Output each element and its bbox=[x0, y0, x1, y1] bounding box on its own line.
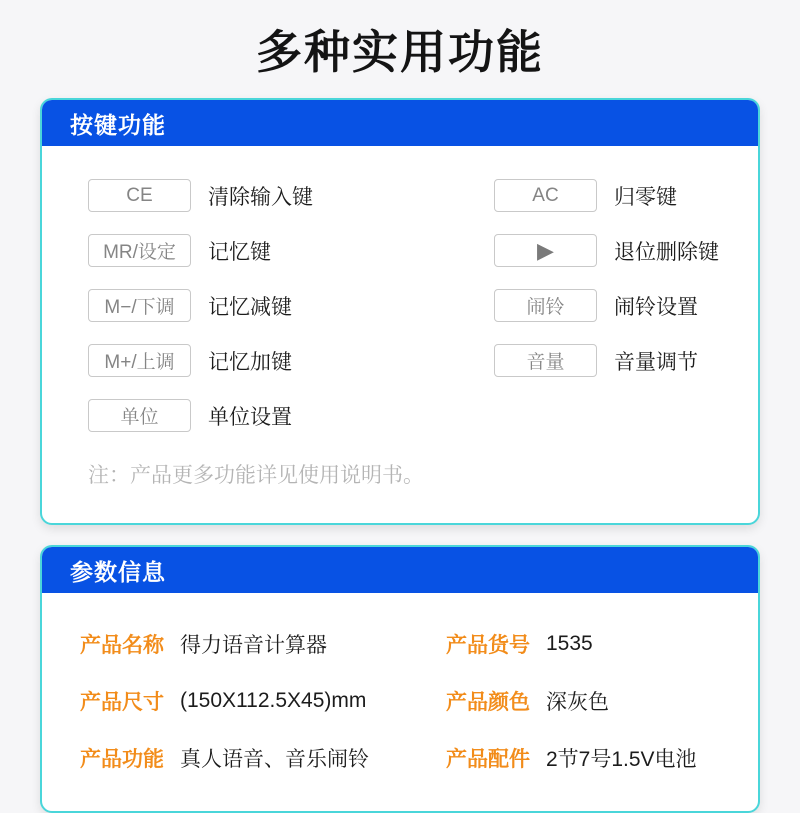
key-row-ce bbox=[88, 179, 494, 212]
key-functions-columns bbox=[88, 179, 718, 432]
key-row-alarm bbox=[494, 289, 719, 322]
keycap-volume: 音量 bbox=[494, 344, 597, 377]
key-label-unit: 单位设置 bbox=[208, 405, 292, 429]
param-product-number bbox=[446, 629, 724, 659]
keycap-ac: AC bbox=[494, 179, 597, 212]
param-value-product-name: 得力语音计算器 bbox=[180, 634, 327, 657]
param-label-product-function: 产品功能 bbox=[80, 748, 164, 771]
param-product-accessories bbox=[446, 743, 724, 773]
key-label-m-plus: 记忆加键 bbox=[208, 350, 292, 374]
key-row-volume bbox=[494, 344, 719, 377]
param-value-product-color: 深灰色 bbox=[546, 691, 609, 714]
key-label-ce: 清除输入键 bbox=[208, 185, 313, 209]
param-product-size bbox=[80, 686, 446, 716]
param-product-function bbox=[80, 743, 446, 773]
parameters-header bbox=[42, 547, 758, 593]
key-label-mr: 记忆键 bbox=[208, 240, 271, 264]
keycap-ce: CE bbox=[88, 179, 191, 212]
key-label-alarm: 闹铃设置 bbox=[614, 295, 698, 319]
key-row-mr bbox=[88, 234, 494, 267]
keycap-unit: 单位 bbox=[88, 399, 191, 432]
param-value-product-number: 1535 bbox=[546, 632, 593, 655]
key-functions-right-column bbox=[494, 179, 719, 432]
param-label-product-accessories: 产品配件 bbox=[446, 748, 530, 771]
keycap-alarm: 闹铃 bbox=[494, 289, 597, 322]
key-functions-body bbox=[42, 146, 758, 523]
param-value-product-function: 真人语音、音乐闹铃 bbox=[180, 748, 369, 771]
param-label-product-number: 产品货号 bbox=[446, 634, 530, 657]
key-functions-card bbox=[40, 98, 760, 525]
param-product-color bbox=[446, 686, 724, 716]
key-label-backspace: 退位删除键 bbox=[614, 240, 719, 264]
param-value-product-size: (150X112.5X45)mm bbox=[180, 689, 367, 712]
key-functions-header-label: 按键功能 bbox=[70, 111, 166, 138]
key-row-m-minus bbox=[88, 289, 494, 322]
parameters-header-label: 参数信息 bbox=[70, 558, 166, 585]
key-label-volume: 音量调节 bbox=[614, 350, 698, 374]
key-functions-left-column bbox=[88, 179, 494, 432]
key-functions-note: 注：产品更多功能详见使用说明书。 bbox=[88, 464, 424, 487]
key-row-unit bbox=[88, 399, 494, 432]
key-row-ac bbox=[494, 179, 719, 212]
param-product-name bbox=[80, 629, 446, 659]
parameters-card bbox=[40, 545, 760, 813]
key-label-m-minus: 记忆减键 bbox=[208, 295, 292, 319]
param-label-product-size: 产品尺寸 bbox=[80, 691, 164, 714]
keycap-m-minus: M−/下调 bbox=[88, 289, 191, 322]
key-row-backspace bbox=[494, 234, 719, 267]
param-label-product-name: 产品名称 bbox=[80, 634, 164, 657]
keycap-m-plus: M+/上调 bbox=[88, 344, 191, 377]
page-title: 多种实用功能 bbox=[256, 26, 544, 78]
key-label-ac: 归零键 bbox=[614, 185, 677, 209]
keycap-backspace-arrow-icon: ▶ bbox=[494, 234, 597, 267]
key-row-m-plus bbox=[88, 344, 494, 377]
keycap-mr: MR/设定 bbox=[88, 234, 191, 267]
key-functions-header bbox=[42, 100, 758, 146]
param-value-product-accessories: 2节7号1.5V电池 bbox=[546, 748, 697, 771]
param-label-product-color: 产品颜色 bbox=[446, 691, 530, 714]
parameters-body bbox=[42, 593, 758, 811]
